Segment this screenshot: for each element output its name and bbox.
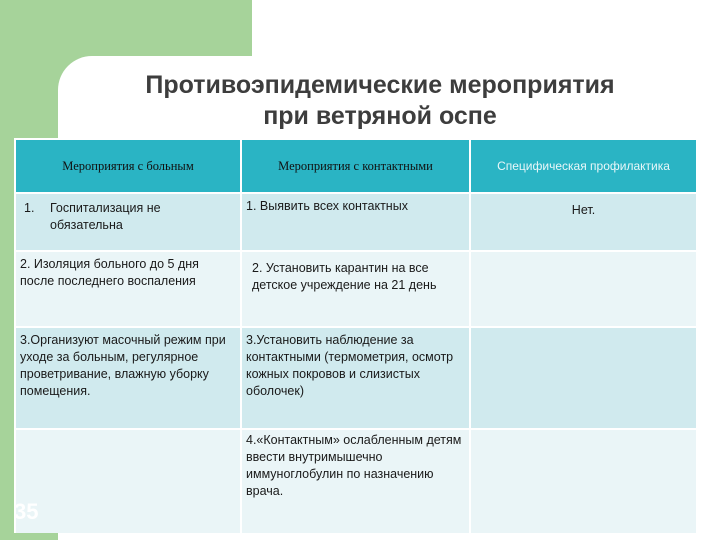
table-cell-contacts bbox=[241, 429, 470, 533]
cell-text: 3.Организуют масочный режим при уходе за больным, регулярное проветривание, влажную уборку помещения. bbox=[20, 333, 226, 398]
table-cell-patient bbox=[15, 251, 241, 327]
cell-text bbox=[471, 252, 696, 256]
cell-text: 3.Установить наблюдение за контактными (термометрия, осмотр кожных покровов и слизистых оболочек) bbox=[246, 333, 454, 398]
cell-text bbox=[16, 430, 240, 434]
table-cell-prophylaxis bbox=[470, 251, 696, 327]
cell-text: 4.«Контактным» ослабленным детям ввести внутримышечно иммуноглобулин по назначению врача. bbox=[246, 433, 462, 498]
table-row bbox=[15, 429, 696, 533]
table-header-row bbox=[15, 139, 696, 193]
cell-text: Нет. bbox=[571, 203, 596, 217]
cell-text: Госпитализация не обязательна bbox=[50, 201, 161, 232]
cell-text: 1. Выявить всех контактных bbox=[246, 199, 408, 213]
cell-text bbox=[471, 328, 696, 332]
cell-text bbox=[471, 430, 696, 434]
table-cell-prophylaxis bbox=[470, 429, 696, 533]
table-row bbox=[15, 251, 696, 327]
header-contact-measures: Мероприятия с контактными bbox=[241, 139, 470, 193]
table-cell-prophylaxis bbox=[470, 193, 696, 251]
cell-text: 2. Изоляция больного до 5 дня после последнего воспаления bbox=[20, 257, 199, 288]
list-number: 1. bbox=[24, 201, 35, 215]
slide-title bbox=[100, 70, 660, 132]
cell-text: 2. Установить карантин на все детское учреждение на 21 день bbox=[252, 261, 437, 292]
table-cell-patient bbox=[15, 193, 241, 251]
page-number: 35 bbox=[14, 499, 39, 524]
table-cell-contacts bbox=[241, 327, 470, 429]
table-row bbox=[15, 327, 696, 429]
header-patient-measures: Мероприятия с больным bbox=[15, 139, 241, 193]
table-cell-patient bbox=[15, 327, 241, 429]
header-specific-prophylaxis: Специфическая профилактика bbox=[470, 139, 696, 193]
table-cell-patient bbox=[15, 429, 241, 533]
title-line-2: при ветряной оспе bbox=[263, 102, 497, 130]
table-row bbox=[15, 193, 696, 251]
title-line-1: Противоэпидемические мероприятия bbox=[145, 71, 615, 99]
table-cell-prophylaxis bbox=[470, 327, 696, 429]
table-cell-contacts bbox=[241, 193, 470, 251]
measures-table bbox=[14, 138, 696, 533]
table-cell-contacts bbox=[241, 251, 470, 327]
